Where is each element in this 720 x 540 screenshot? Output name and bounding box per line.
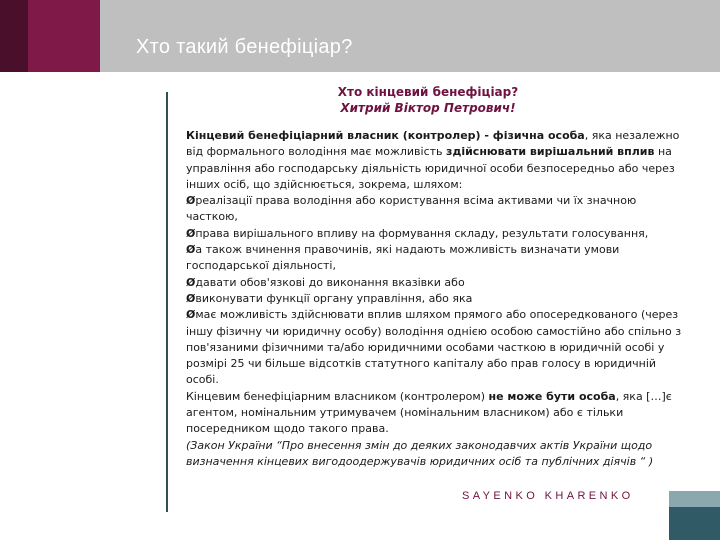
arrow-bullet-icon: Ø <box>186 226 196 240</box>
closing-text-2: , яка […]є агентом, номінальним утримувачем (номінальним власником) або є тільки посередником щодо такого права. <box>186 389 672 436</box>
closing-bold: не може бути особа <box>488 389 616 403</box>
arrow-bullet-icon: Ø <box>186 308 196 322</box>
intro-text-2: на управління або господарську діяльність юридичної особи безпосередньо або через інших осіб, що здійснюється, зокрема, шляхом: <box>186 145 675 191</box>
bullet-item <box>186 307 682 388</box>
body-text <box>186 128 682 470</box>
arrow-bullet-icon: Ø <box>186 275 196 289</box>
bullet-item <box>186 226 682 242</box>
bullet-text: давати обов'язкові до виконання вказівки або <box>195 275 465 289</box>
bullet-item <box>186 275 682 291</box>
intro-bold-1: Кінцевий бенефіціарний власник (контролер) - фізична особа <box>186 129 585 142</box>
bullet-text: реалізації права володіння або користування всіма активами чи їх значною часткою, <box>186 194 637 224</box>
bullet-item <box>186 242 682 275</box>
header-accent <box>28 0 100 72</box>
header-accent-dark <box>0 0 28 72</box>
bullet-text: права вирішального впливу на формування складу, результати голосування, <box>195 226 649 240</box>
corner-block-dark <box>669 507 720 540</box>
bullet-text: має можливість здійснювати вплив шляхом прямого або опосередкованого (через іншу фізичну чи юридичну особу) володіння однією особою самостійно або спільно з пов'язаними фізичними та/або юридичними особами часткою в юридичній особі у розмірі 25 чи більше відсотків статутного капіталу або прав голосу в юридичній особі. <box>186 308 682 387</box>
arrow-bullet-icon: Ø <box>186 194 196 208</box>
header-bar <box>0 0 720 72</box>
bullet-item <box>186 291 682 307</box>
vertical-divider <box>166 92 168 512</box>
arrow-bullet-icon: Ø <box>186 243 196 257</box>
intro-paragraph <box>186 128 682 193</box>
arrow-bullet-icon: Ø <box>186 291 196 305</box>
heading-question: Хто кінцевий бенефіціар? <box>337 85 519 99</box>
corner-block-light <box>669 491 720 507</box>
bullet-text: виконувати функції органу управління, або яка <box>195 291 473 305</box>
bullet-item <box>186 193 682 226</box>
closing-paragraph <box>186 389 682 438</box>
closing-text-1: Кінцевим бенефіціарним власником (контролером) <box>186 389 489 403</box>
intro-text-1: , яка незалежно від формального володіння має можливість <box>186 129 680 159</box>
bullet-text: а також вчинення правочинів, які надають можливість визначати умови господарської діяльності, <box>186 243 620 273</box>
slide-title: Хто такий бенефіціар? <box>136 36 353 58</box>
heading-name: Хитрий Віктор Петрович! <box>340 101 516 115</box>
intro-bold-2: здійснювати вирішальний вплив <box>446 145 655 159</box>
law-reference: (Закон України “Про внесення змін до деяких законодавчих актів України щодо визначення кінцевих вигодоодержувачів юридичних осіб та публічних діячів “ ) <box>186 438 654 468</box>
brand-logo: SAYENKO KHARENKO <box>462 490 634 502</box>
